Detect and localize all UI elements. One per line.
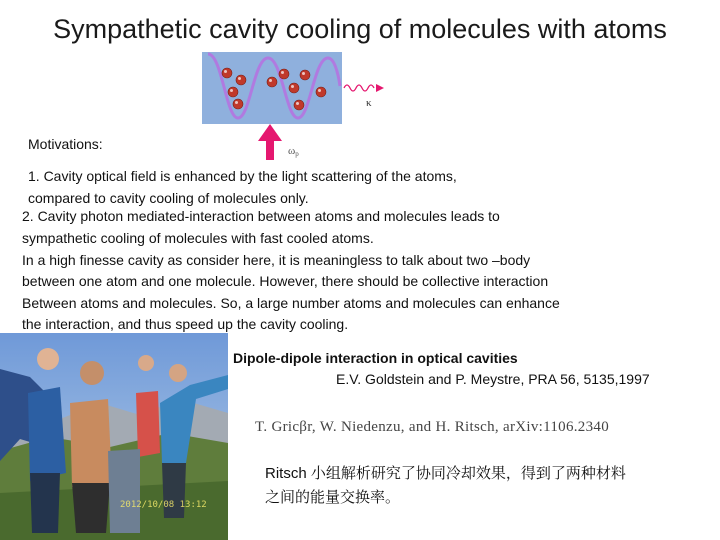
- motivations-heading: Motivations:: [28, 136, 103, 152]
- atom: [316, 87, 326, 97]
- slide-title: Sympathetic cavity cooling of molecules with atoms: [53, 14, 667, 44]
- omega-label: ωp: [288, 145, 299, 158]
- text-line: In a high finesse cavity as consider here, it is meaningless to talk about two –body: [22, 252, 531, 268]
- atom: [228, 87, 238, 97]
- atom: [222, 68, 232, 78]
- atom: [294, 100, 304, 110]
- reference-arxiv: T. Gricβr, W. Niedenzu, and H. Ritsch, arXiv:1106.2340: [255, 419, 609, 435]
- text-line: the interaction, and thus speed up the cavity cooling.: [22, 316, 349, 332]
- wavy-photon-arrow: [344, 85, 374, 91]
- text-line: compared to cavity cooling of molecules only.: [28, 190, 309, 206]
- kappa-label: κ: [366, 97, 372, 109]
- atom: [233, 99, 243, 109]
- atom: [289, 83, 299, 93]
- reference-title: Dipole-dipole interaction in optical cavities: [233, 350, 518, 366]
- text-line: between one atom and one molecule. However, there should be collective interaction: [22, 273, 549, 289]
- note-line: 之间的能量交换率。: [265, 489, 401, 506]
- text-line: 2. Cavity photon mediated-interaction between atoms and molecules leads to: [22, 208, 500, 224]
- text-line: sympathetic cooling of molecules with fast cooled atoms.: [22, 230, 374, 246]
- photo-timestamp: 2012/10/08 13:12: [120, 500, 207, 510]
- pump-arrow-icon: [258, 124, 282, 160]
- cavity-diagram: [200, 52, 390, 160]
- atom: [300, 70, 310, 80]
- note-line: Ritsch 小组解析研究了协同冷却效果，得到了两种材料: [265, 465, 626, 482]
- atom: [279, 69, 289, 79]
- reference-citation: E.V. Goldstein and P. Meystre, PRA 56, 5135,1997: [336, 371, 650, 387]
- text-line: Between atoms and molecules. So, a large number atoms and molecules can enhance: [22, 295, 560, 311]
- atom: [236, 75, 246, 85]
- text-line: 1. Cavity optical field is enhanced by the light scattering of the atoms,: [28, 168, 457, 184]
- chinese-note: [265, 462, 705, 510]
- atom: [267, 77, 277, 87]
